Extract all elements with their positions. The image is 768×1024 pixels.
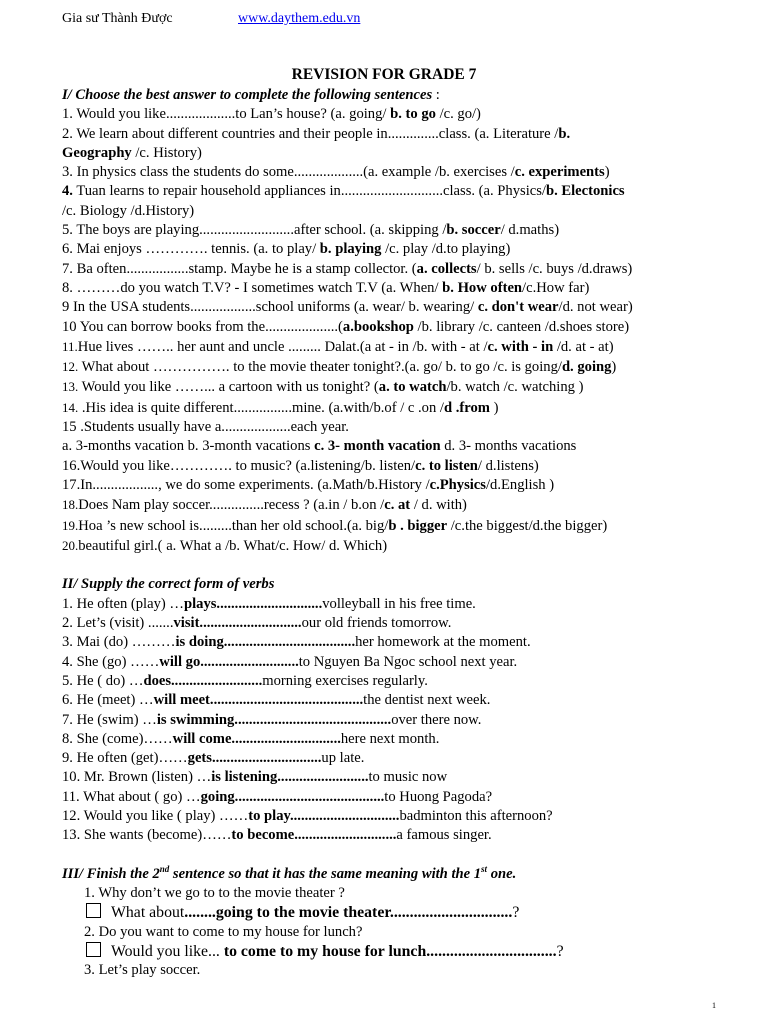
page-number: 1 <box>712 1001 716 1010</box>
verb-rest: a famous singer. <box>396 827 492 844</box>
verb-rest: over there now. <box>391 711 482 728</box>
verb-rest: volleyball in his free time. <box>322 595 476 612</box>
verb-rest: badminton this afternoon? <box>399 807 553 824</box>
verb-rest: her homework at the moment. <box>355 634 531 651</box>
verb-prompt: 10. Mr. Brown (listen) … <box>62 769 212 786</box>
verb-item <box>62 730 712 749</box>
verb-prompt: 7. He (swim) … <box>62 711 157 728</box>
rewrite-answer: What about........going to the movie theater...............................? <box>62 903 712 922</box>
verb-answer: is swimming........................................... <box>156 711 392 728</box>
verb-rest: the dentist next week. <box>363 692 491 709</box>
question-item: 13. Would you like ……... a cartoon with us tonight? (a. to watch/b. watch /c. watching ) <box>62 379 584 396</box>
verb-answer: will come.............................. <box>172 730 341 747</box>
verb-answer: visit............................ <box>173 615 302 632</box>
header-tutor-name: Gia sư Thành Được <box>62 11 173 26</box>
verb-rest: up late. <box>321 750 365 767</box>
question-item: 7. Ba often.................stamp. Maybe he is a stamp collector. (a. collects/ b. sells /c. buys /d.draws) <box>62 260 633 277</box>
checkbox-icon[interactable] <box>86 903 101 918</box>
question-item: 12. What about ……………. to the movie theater tonight?.(a. go/ b. to go /c. is going/d. going) <box>62 359 617 376</box>
verb-item <box>62 595 712 614</box>
verb-item <box>62 768 712 787</box>
verb-answer: to become............................ <box>231 827 397 844</box>
question-item-options: a. 3-months vacation b. 3-month vacations c. 3- month vacation d. 3- months vacations <box>62 438 577 455</box>
verb-item <box>62 711 712 730</box>
question-item: 17.In.................., we do some experiments. (a.Math/b.History /c.Physics/d.English ) <box>62 476 555 493</box>
worksheet-content <box>62 86 712 981</box>
verb-rest: here next month. <box>340 730 440 747</box>
verb-prompt: 2. Let’s (visit) ....... <box>62 615 174 632</box>
verb-answer: to play.............................. <box>248 807 400 824</box>
verb-rest: to Nguyen Ba Ngoc school next year. <box>298 653 518 670</box>
question-item-cont: Geography /c. History) <box>62 144 202 161</box>
verb-answer: plays............................. <box>183 595 323 612</box>
verb-item <box>62 633 712 652</box>
verb-prompt: 4. She (go) …… <box>62 653 160 670</box>
section1-heading: I/ Choose the best answer to complete the following sentences : <box>62 87 440 103</box>
verb-item <box>62 788 712 807</box>
verb-answer: is doing.................................... <box>175 634 356 651</box>
verb-item <box>62 691 712 710</box>
checkbox-icon[interactable] <box>86 942 101 957</box>
question-item: 6. Mai enjoys …………. tennis. (a. to play/ b. playing /c. play /d.to playing) <box>62 241 511 258</box>
verb-answer: gets.............................. <box>187 750 322 767</box>
verb-prompt: 12. Would you like ( play) …… <box>62 807 249 824</box>
question-item: 3. In physics class the students do some...................(a. example /b. exercises /c. experiments) <box>62 164 610 181</box>
verb-answer: will go........................... <box>159 653 299 670</box>
question-item: 8. ………do you watch T.V? - I sometimes watch T.V (a. When/ b. How often/c.How far) <box>62 279 590 296</box>
verb-prompt: 11. What about ( go) … <box>62 788 201 805</box>
verb-prompt: 8. She (come)…… <box>62 730 173 747</box>
verb-prompt: 1. He often (play) … <box>62 595 184 612</box>
verb-item <box>62 614 712 633</box>
question-item: 10 You can borrow books from the....................(a.bookshop /b. library /c. canteen /d.shoes store) <box>62 318 630 335</box>
question-item: 9 In the USA students..................school uniforms (a. wear/ b. wearing/ c. don't wear/d. not wear) <box>62 299 633 316</box>
question-item-cont: /c. Biology /d.History) <box>62 202 195 219</box>
verb-prompt: 9. He often (get)…… <box>62 750 188 767</box>
verb-exercise-list <box>62 595 712 846</box>
verb-prompt: 13. She wants (become)…… <box>62 827 232 844</box>
section2-heading: II/ Supply the correct form of verbs <box>62 576 275 593</box>
question-item: 18.Does Nam play soccer...............recess ? (a.in / b.on /c. at / d. with) <box>62 497 467 514</box>
question-item: 4. Tuan learns to repair household appliances in............................class. (a. Physics/b. Electonics <box>62 183 625 200</box>
page-title: REVISION FOR GRADE 7 <box>291 66 477 83</box>
question-item: 20.beautiful girl.( a. What a /b. What/c. How/ d. Which) <box>62 537 388 554</box>
verb-answer: will meet.......................................... <box>153 692 364 709</box>
verb-answer: going......................................... <box>200 788 385 805</box>
rewrite-answer: Would you like... to come to my house for lunch.................................? <box>62 942 712 961</box>
verb-rest: to music now <box>368 769 448 786</box>
rewrite-question: 3. Let’s play soccer. <box>84 962 201 979</box>
section3-heading: III/ Finish the 2nd sentence so that it has the same meaning with the 1st one. <box>62 864 517 882</box>
verb-prompt: 3. Mai (do) ……… <box>62 634 176 651</box>
question-item: 15 .Students usually have a...................each year. <box>62 419 349 436</box>
verb-rest: to Huong Pagoda? <box>384 788 493 805</box>
verb-rest: morning exercises regularly. <box>262 672 428 689</box>
question-item: 16.Would you like…………. to music? (a.listening/b. listen/c. to listen/ d.listens) <box>62 457 539 474</box>
question-item: 19.Hoa ’s new school is.........than her old school.(a. big/b . bigger /c.the biggest/d.the bigger) <box>62 517 608 534</box>
verb-item <box>62 807 712 826</box>
rewrite-question: 2. Do you want to come to my house for lunch? <box>84 923 363 940</box>
verb-answer: is listening......................... <box>211 769 369 786</box>
verb-item <box>62 672 712 691</box>
rewrite-question: 1. Why don’t we go to to the movie theater ? <box>84 885 345 902</box>
verb-prompt: 5. He ( do) … <box>62 672 144 689</box>
question-item: 11.Hue lives …….. her aunt and uncle ......... Dalat.(a at - in /b. with - at /c. with - in /d. at - at) <box>62 338 614 355</box>
question-item: 14. .His idea is quite different................mine. (a.with/b.of / c .on /d .from ) <box>62 399 499 416</box>
verb-rest: our old friends tomorrow. <box>301 615 452 632</box>
verb-item <box>62 826 712 845</box>
verb-answer: does......................... <box>143 672 263 689</box>
question-item: 2. We learn about different countries and their people in..............class. (a. Literature /b. <box>62 125 571 142</box>
question-item: 1. Would you like...................to Lan’s house? (a. going/ b. to go /c. go/) <box>62 106 481 123</box>
question-item: 5. The boys are playing..........................after school. (a. skipping /b. soccer/ d.maths) <box>62 222 560 239</box>
verb-item <box>62 653 712 672</box>
verb-prompt: 6. He (meet) … <box>62 692 154 709</box>
header-website-link[interactable]: www.daythem.edu.vn <box>238 11 361 26</box>
verb-item <box>62 749 712 768</box>
